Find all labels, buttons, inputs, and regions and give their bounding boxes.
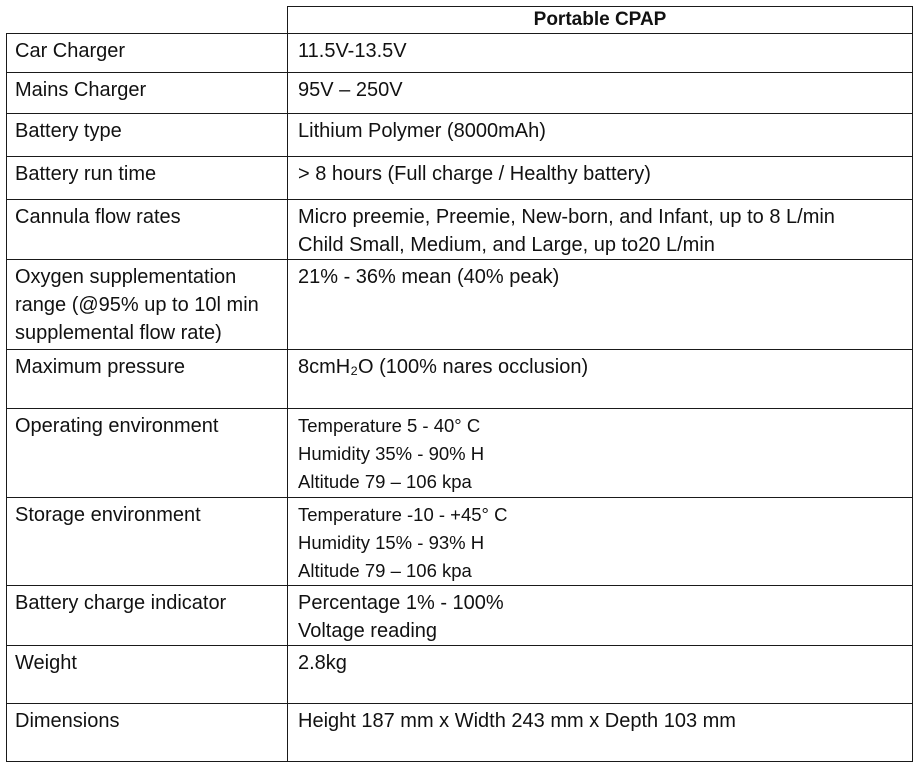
row-label: [7, 586, 288, 646]
label-line: Mains Charger: [15, 79, 147, 101]
row-value: [288, 350, 913, 409]
label-line: Cannula flow rates: [15, 206, 181, 228]
header-product: Portable CPAP: [288, 7, 913, 34]
table-row: [7, 704, 913, 762]
value-line: Altitude 79 – 106 kpa: [298, 471, 472, 492]
label-line: Car Charger: [15, 40, 126, 62]
table-row: [7, 114, 913, 157]
header-row: [7, 7, 913, 34]
label-line: Oxygen supplementation: [15, 266, 237, 288]
header-empty-cell: [7, 7, 288, 34]
value-line: 95V – 250V: [298, 79, 403, 101]
row-value: [288, 34, 913, 73]
row-label: [7, 350, 288, 409]
table-row: [7, 646, 913, 704]
table-row: [7, 498, 913, 586]
value-line: Voltage reading: [298, 620, 438, 642]
row-label: [7, 409, 288, 498]
table-row: [7, 73, 913, 114]
table-row: [7, 260, 913, 350]
row-value: [288, 114, 913, 157]
table-row: [7, 200, 913, 260]
value-line: Humidity 35% - 90% H: [298, 443, 485, 464]
row-label: [7, 114, 288, 157]
label-line: Battery charge indicator: [15, 592, 227, 614]
spec-table: [6, 6, 913, 762]
row-label: [7, 157, 288, 200]
value-line: Humidity 15% - 93% H: [298, 532, 485, 553]
table-row: [7, 34, 913, 73]
value-line: Lithium Polymer (8000mAh): [298, 120, 546, 142]
row-label: [7, 498, 288, 586]
row-value: [288, 704, 913, 762]
row-label: [7, 704, 288, 762]
row-value: [288, 200, 913, 260]
table-row: [7, 409, 913, 498]
value-line: 21% - 36% mean (40% peak): [298, 266, 560, 288]
row-label: [7, 260, 288, 350]
row-label: [7, 34, 288, 73]
row-value: [288, 646, 913, 704]
value-line: Altitude 79 – 106 kpa: [298, 560, 472, 581]
label-line: Battery run time: [15, 163, 157, 185]
label-line: Operating environment: [15, 415, 219, 437]
value-line: Percentage 1% - 100%: [298, 592, 504, 614]
value-line: Micro preemie, Preemie, New-born, and Infant, up to 8 L/min: [298, 206, 835, 228]
row-label: [7, 200, 288, 260]
value-line: 8cmH₂O (100% nares occlusion): [298, 356, 589, 378]
label-line: range (@95% up to 10l min: [15, 294, 259, 316]
table-row: [7, 350, 913, 409]
row-value: [288, 260, 913, 350]
table-row: [7, 586, 913, 646]
value-line: Child Small, Medium, and Large, up to20 L/min: [298, 234, 715, 256]
value-line: 2.8kg: [298, 652, 347, 674]
value-line: > 8 hours (Full charge / Healthy battery): [298, 163, 651, 185]
row-value: [288, 409, 913, 498]
value-line: Height 187 mm x Width 243 mm x Depth 103 mm: [298, 710, 736, 732]
value-line: 11.5V-13.5V: [298, 40, 407, 62]
label-line: Battery type: [15, 120, 122, 142]
row-value: [288, 498, 913, 586]
table-row: [7, 157, 913, 200]
label-line: supplemental flow rate): [15, 322, 222, 344]
label-line: Weight: [15, 652, 77, 674]
label-line: Maximum pressure: [15, 356, 186, 378]
row-value: [288, 586, 913, 646]
label-line: Storage environment: [15, 504, 201, 526]
value-line: Temperature -10 - +45° C: [298, 504, 508, 525]
row-label: [7, 646, 288, 704]
row-value: [288, 157, 913, 200]
row-value: [288, 73, 913, 114]
value-line: Temperature 5 - 40° C: [298, 415, 481, 436]
row-label: [7, 73, 288, 114]
label-line: Dimensions: [15, 710, 120, 732]
